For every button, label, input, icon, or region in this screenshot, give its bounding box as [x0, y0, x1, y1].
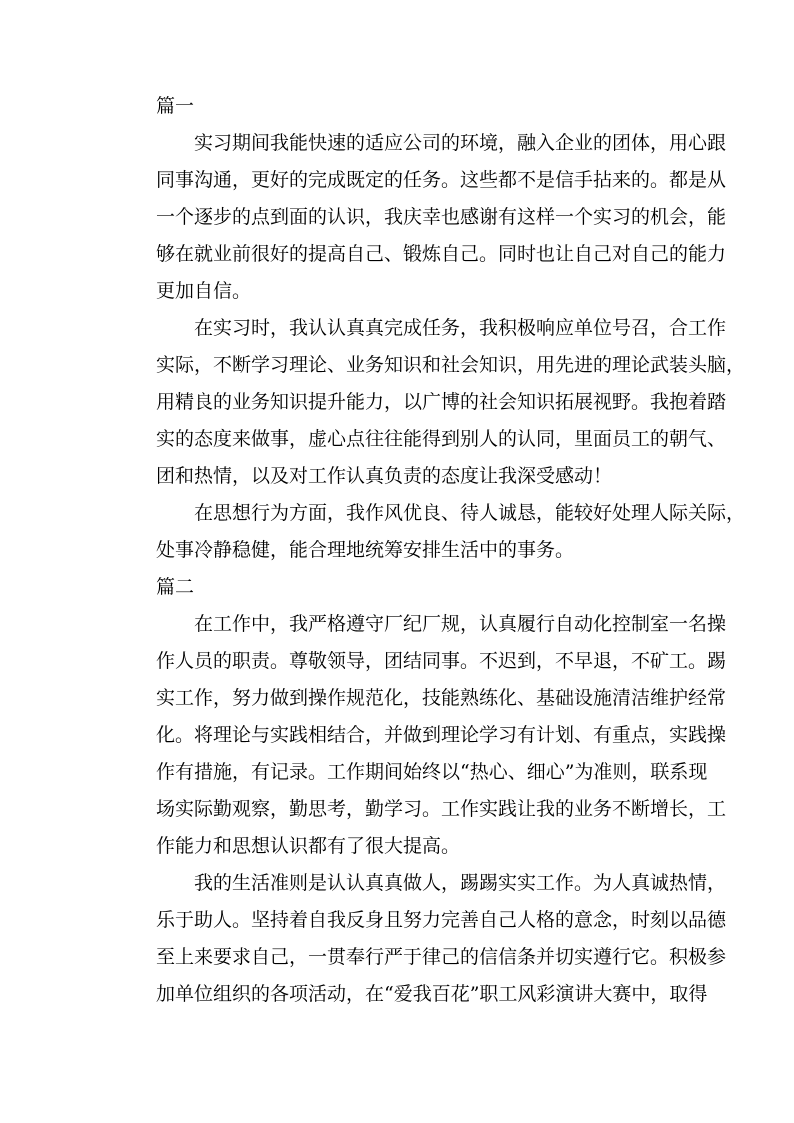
text-line: 在思想行为方面，我作风优良、待人诚恳，能较好处理人际关际， — [194, 502, 746, 524]
text-line: 实习期间我能快速的适应公司的环境，融入企业的团体，用心跟 — [194, 132, 727, 154]
text-line: 同事沟通，更好的完成既定的任务。这些都不是信手拈来的。都是从 — [156, 169, 727, 191]
text-line: 我的生活准则是认认真真做人，踢踢实实工作。为人真诚热情， — [194, 872, 727, 894]
paragraph-1-2 — [118, 310, 746, 495]
text-line: 更加自信。 — [156, 280, 252, 302]
text-line: 作人员的职责。尊敬领导，团结同事。不迟到，不早退，不矿工。踢 — [156, 650, 727, 672]
text-line: 够在就业前很好的提高自己、锻炼自己。同时也让自己对自己的能力 — [156, 243, 727, 265]
document-body — [118, 88, 746, 1013]
text-line: 在工作中，我严格遵守厂纪厂规，认真履行自动化控制室一名操 — [194, 613, 727, 635]
text-line: 化。将理论与实践相结合，并做到理论学习有计划、有重点，实践操 — [156, 724, 727, 746]
section-heading-1: 篇一 — [156, 95, 195, 117]
text-line: 加单位组织的各项活动，在“爱我百花”职工风彩演讲大赛中，取得 — [156, 983, 708, 1005]
paragraph-1-1 — [118, 125, 727, 310]
text-line: 用精良的业务知识提升能力，以广博的社会知识拓展视野。我抱着踏 — [156, 391, 727, 413]
text-line: 一个逐步的点到面的认识，我庆幸也感谢有这样一个实习的机会，能 — [156, 206, 727, 228]
text-line: 实的态度来做事，虚心点往往能得到别人的认同，里面员工的朝气、 — [156, 428, 727, 450]
text-line: 实工作，努力做到操作规范化，技能熟练化、基础设施清洁维护经常 — [156, 687, 727, 709]
text-line: 处事冷静稳健，能合理地统筹安排生活中的事务。 — [156, 539, 575, 561]
text-line: 实际，不断学习理论、业务知识和社会知识，用先进的理论武装头脑， — [156, 354, 746, 376]
text-line: 至上来要求自己，一贯奉行严于律己的信信条并切实遵行它。积极参 — [156, 946, 727, 968]
paragraph-2-1 — [118, 606, 727, 865]
text-line: 乐于助人。坚持着自我反身且努力完善自己人格的意念，时刻以品德 — [156, 909, 727, 931]
paragraph-2-2 — [118, 865, 727, 1013]
text-line: 作能力和思想认识都有了很大提高。 — [156, 835, 461, 857]
text-line: 在实习时，我认认真真完成任务，我积极响应单位号召，合工作 — [194, 317, 727, 339]
paragraph-1-3 — [118, 495, 746, 569]
text-line: 作有措施，有记录。工作期间始终以“热心、细心”为准则，联系现 — [156, 761, 708, 783]
section-heading-2: 篇二 — [156, 576, 195, 598]
text-line: 团和热情，以及对工作认真负责的态度让我深受感动！ — [156, 465, 613, 487]
text-line: 场实际勤观察，勤思考，勤学习。工作实践让我的业务不断增长，工 — [156, 798, 727, 820]
